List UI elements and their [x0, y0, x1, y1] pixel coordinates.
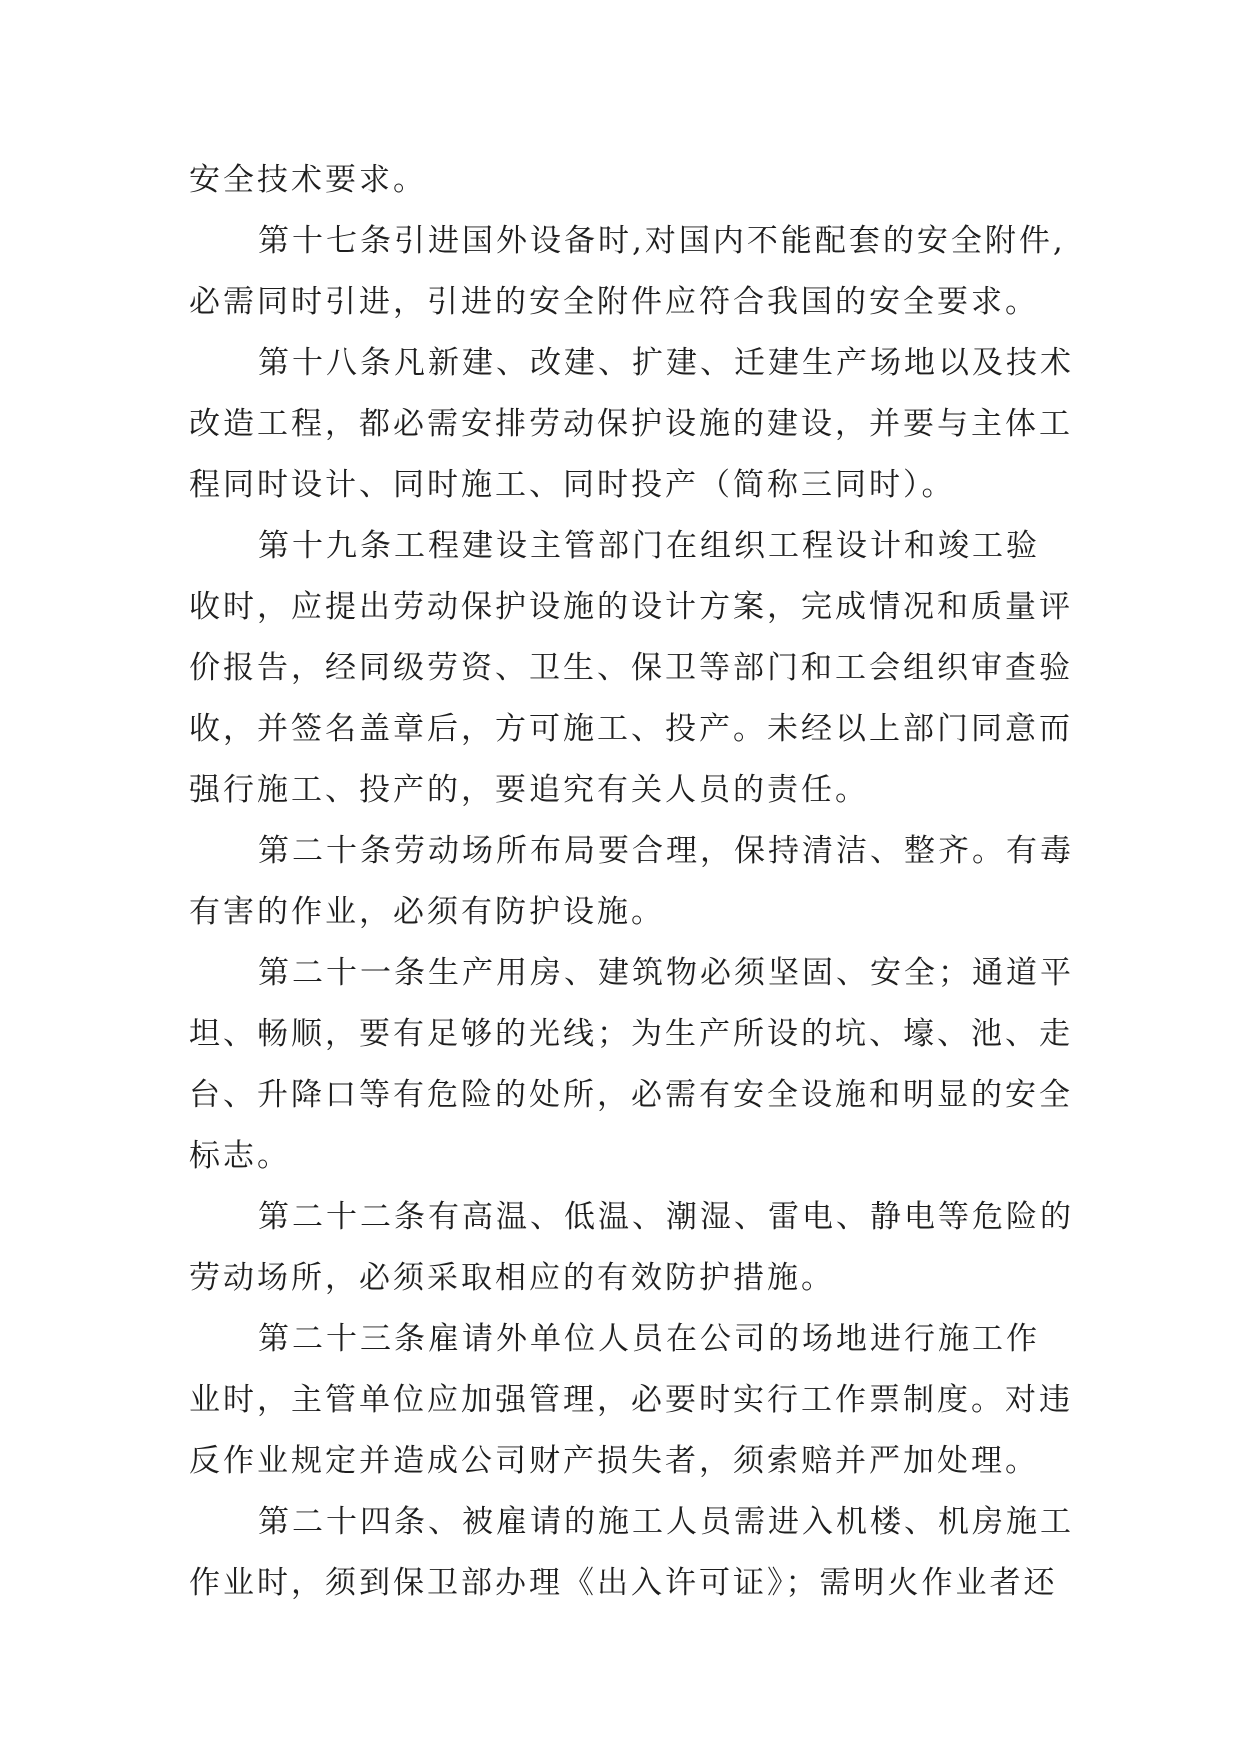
text-line: 价报告，经同级劳资、卫生、保卫等部门和工会组织审查验: [189, 650, 1073, 686]
text-line: 收，并签名盖章后，方可施工、投产。未经以上部门同意而: [189, 711, 1073, 747]
text-line: 程同时设计、同时施工、同时投产（简称三同时）。: [189, 467, 956, 503]
article-23-start: 第二十三条雇请外单位人员在公司的场地进行施工作: [258, 1321, 1040, 1357]
text-line: 有害的作业，必须有防护设施。: [189, 894, 665, 930]
article-24-start: 第二十四条、被雇请的施工人员需进入机楼、机房施工: [258, 1504, 1074, 1540]
article-17-start: 第十七条引进国外设备时,对国内不能配套的安全附件,: [258, 223, 1066, 259]
text-line: 台、升降口等有危险的处所，必需有安全设施和明显的安全: [189, 1077, 1073, 1113]
article-21-start: 第二十一条生产用房、建筑物必须坚固、安全；通道平: [258, 955, 1074, 991]
text-line: 安全技术要求。: [189, 162, 427, 198]
text-line: 坦、畅顺，要有足够的光线；为生产所设的坑、壕、池、走: [189, 1016, 1073, 1052]
text-line: 标志。: [189, 1138, 291, 1174]
text-line: 必需同时引进，引进的安全附件应符合我国的安全要求。: [189, 284, 1039, 320]
article-22-start: 第二十二条有高温、低温、潮湿、雷电、静电等危险的: [258, 1199, 1074, 1235]
text-line: 收时，应提出劳动保护设施的设计方案，完成情况和质量评: [189, 589, 1073, 625]
text-line: 业时，主管单位应加强管理，必要时实行工作票制度。对违: [189, 1382, 1073, 1418]
article-20-start: 第二十条劳动场所布局要合理，保持清洁、整齐。有毒: [258, 833, 1074, 869]
text-line: 改造工程，都必需安排劳动保护设施的建设，并要与主体工: [189, 406, 1073, 442]
text-line: 作业时，须到保卫部办理《出入许可证》；需明火作业者还: [189, 1565, 1058, 1601]
article-19-start: 第十九条工程建设主管部门在组织工程设计和竣工验: [258, 528, 1040, 564]
text-line: 反作业规定并造成公司财产损失者，须索赔并严加处理。: [189, 1443, 1039, 1479]
article-18-start: 第十八条凡新建、改建、扩建、迁建生产场地以及技术: [258, 345, 1074, 381]
document-body: [189, 150, 1074, 1614]
text-line: 劳动场所，必须采取相应的有效防护措施。: [189, 1260, 835, 1296]
text-line: 强行施工、投产的，要追究有关人员的责任。: [189, 772, 869, 808]
